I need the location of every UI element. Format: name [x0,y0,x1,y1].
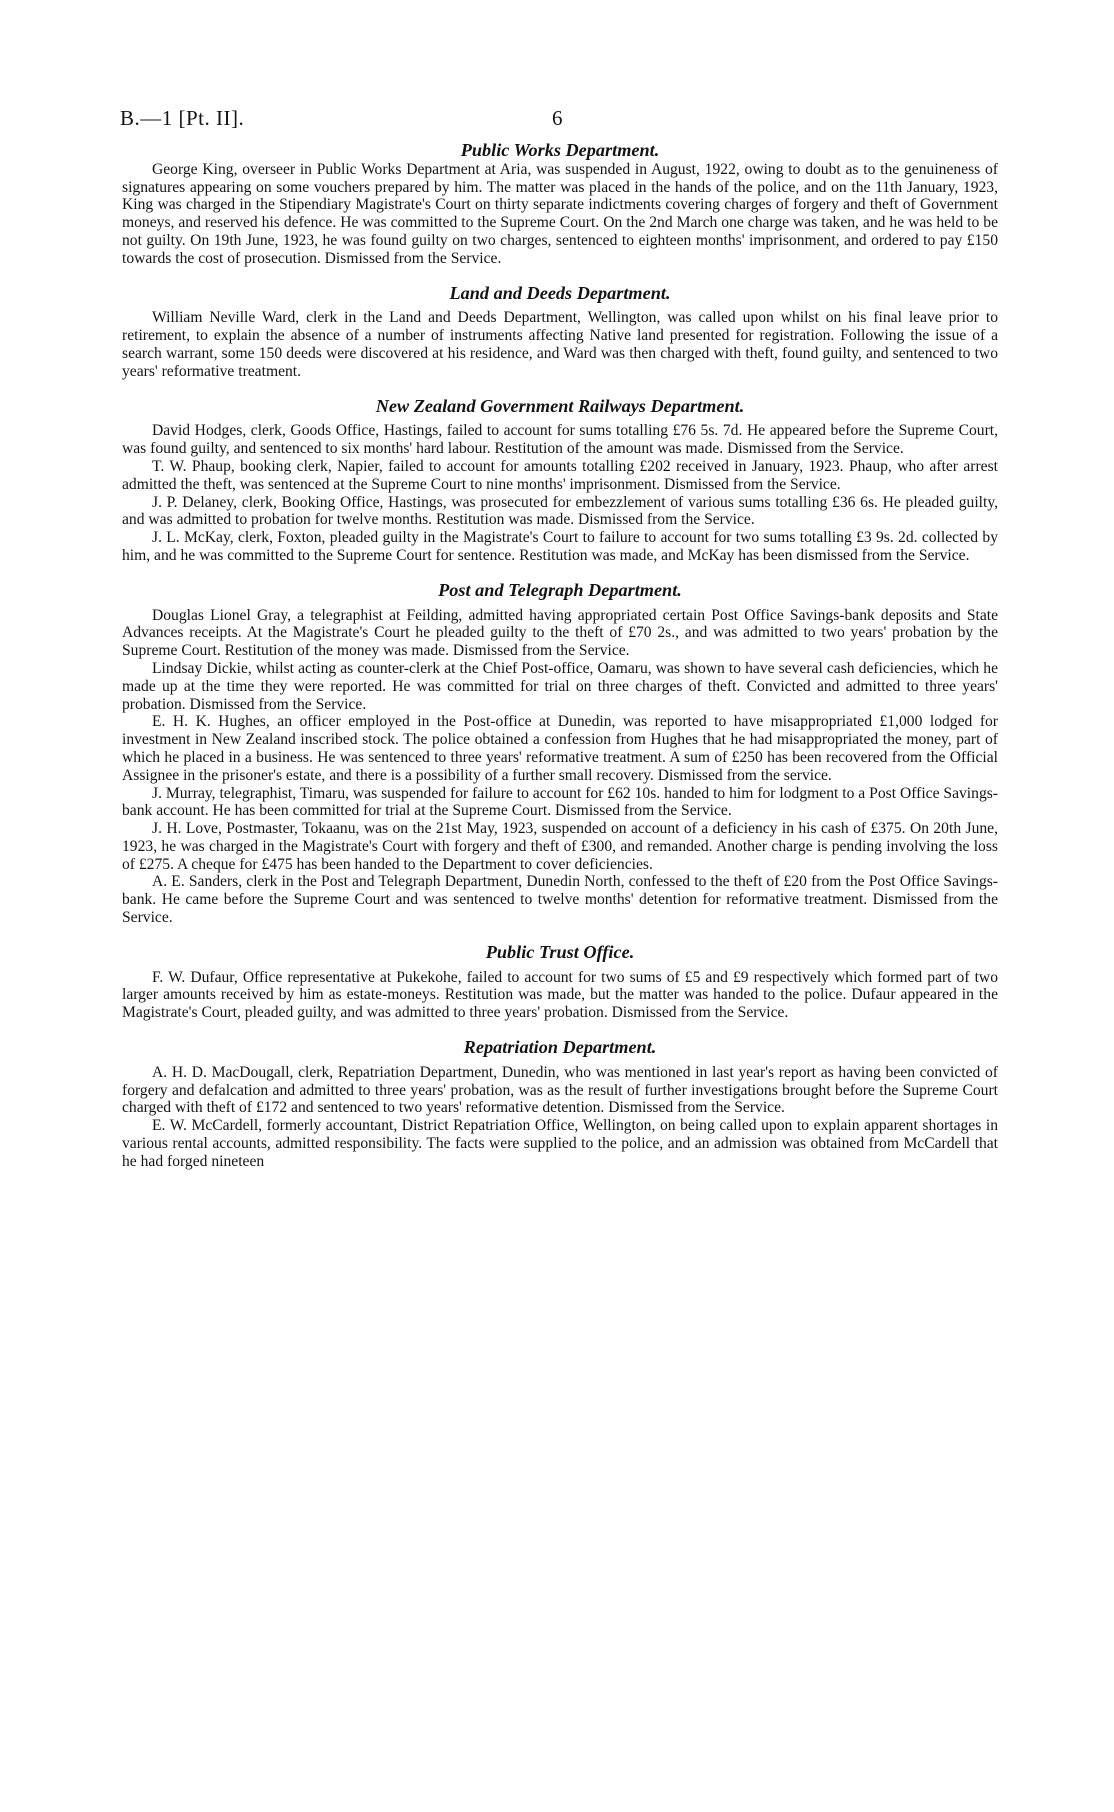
paragraph: George King, overseer in Public Works Department at Aria, was suspended in August, 1922, owing to doubt as to the genuineness of signatures appearing on some vouchers prepared by him. The matter was placed in the hands of the police, and on the 11th January, 1923, King was charged in the Stipendiary Magistrate's Court on thirty separate indictments covering charges of forgery and theft of Government moneys, and reserved his defence. He was committed to the Supreme Court. On the 2nd March one charge was taken, and he was held to be not guilty. On 19th June, 1923, he was found guilty on two charges, sentenced to eighteen months' imprisonment, and ordered to pay £150 towards the cost of prosecution. Dismissed from the Service. [122,160,998,267]
paragraph: J. L. McKay, clerk, Foxton, pleaded guilty in the Magistrate's Court to failure to account for two sums totalling £3 9s. 2d. collected by him, and he was committed to the Supreme Court for sentence. Restitution was made, and McKay has been dismissed from the Service. [122,529,998,564]
section-heading: Repatriation Department. [463,1037,657,1058]
paragraph: E. H. K. Hughes, an officer employed in the Post-office at Dunedin, was reported to have misappropriated £1,000 lodged for investment in New Zealand inscribed stock. The police obtained a confession from Hughes that he had misappropriated the money, part of which he placed in a business. He was sentenced to three years' reformative treatment. A sum of £250 has been recovered from the Official Assignee in the prisoner's estate, and there is a possibility of a further small recovery. Dismissed from the service. [122,713,998,784]
section-heading: Post and Telegraph Department. [438,579,682,600]
paragraph: T. W. Phaup, booking clerk, Napier, failed to account for amounts totalling £202 received in January, 1923. Phaup, who after arrest admitted the theft, was sentenced at the Supreme Court to nine months' imprisonment. Dismissed from the Service. [122,457,998,493]
paragraph: Douglas Lionel Gray, a telegraphist at Feilding, admitted having appropriated certain Post Office Savings-bank deposits and State Advances receipts. At the Magistrate's Court he pleaded guilty to the theft of £70 2s., and was admitted to two years' probation by the Supreme Court. Restitution of the money was made. Dismissed from the Service. [122,606,998,660]
page-number: 6 [552,106,563,130]
paragraph: J. H. Love, Postmaster, Tokaanu, was on the 21st May, 1923, suspended on account of a deficiency in his cash of £375. On 20th June, 1923, he was charged in the Magistrate's Court with forgery and theft of £300, and remanded. Another charge is pending involving the loss of £275. A cheque for £475 has been handed to the Department to cover deficiencies. [122,820,998,873]
section-heading: Public Trust Office. [485,941,635,962]
section-public-works [122,142,998,268]
paragraph: J. P. Delaney, clerk, Booking Office, Hastings, was prosecuted for embezzlement of various sums totalling £36 6s. He pleaded guilty, and was admitted to probation for twelve months. Restitution was made. Dismissed from the Service. [122,493,998,529]
paragraph: David Hodges, clerk, Goods Office, Hastings, failed to account for sums totalling £76 5s. 7d. He appeared before the Supreme Court, was found guilty, and sentenced to six months' hard labour. Restitution of the amount was made. Dismissed from the Service. [122,422,998,458]
document-reference: B.—1 [Pt. II]. [120,106,245,130]
paragraph: A. E. Sanders, clerk in the Post and Telegraph Department, Dunedin North, confessed to the theft of £20 from the Post Office Savings-bank. He came before the Supreme Court and was sentenced to twelve months' detention for reformative treatment. Dismissed from the Service. [122,873,998,927]
paragraph: Lindsay Dickie, whilst acting as counter-clerk at the Chief Post-office, Oamaru, was shown to have several cash deficiencies, which he made up at the time they were reported. He was committed for trial on three charges of theft. Convicted and admitted to three years' probation. Dismissed from the Service. [122,659,998,713]
section-post-and-telegraph [122,579,998,927]
section-land-and-deeds [122,282,998,381]
section-railways [122,395,998,565]
paragraph: William Neville Ward, clerk in the Land and Deeds Department, Wellington, was called upon whilst on his final leave prior to retirement, to explain the absence of a number of instruments affecting Native land presented for registration. Following the issue of a search warrant, some 150 deeds were discovered at his residence, and Ward was then charged with theft, found guilty, and sentenced to two years' reformative treatment. [122,309,998,380]
section-heading: Public Works Department. [460,140,660,160]
paragraph: E. W. McCardell, formerly accountant, District Repatriation Office, Wellington, on being called upon to explain apparent shortages in various rental accounts, admitted responsibility. The facts were supplied to the police, and an admission was obtained from McCardell that he had forged nineteen [122,1117,998,1170]
section-heading: New Zealand Government Railways Department. [375,395,745,416]
section-public-trust [122,941,998,1022]
page-header [120,106,996,136]
section-repatriation [122,1039,998,1171]
paragraph: F. W. Dufaur, Office representative at Pukekohe, failed to account for two sums of £5 and £9 respectively which formed part of two larger amounts received by him as estate-moneys. Restitution was made, but the matter was handed to the police. Dufaur appeared in the Magistrate's Court, pleaded guilty, and was admitted to three years' probation. Dismissed from the Service. [122,968,998,1022]
paragraph: J. Murray, telegraphist, Timaru, was suspended for failure to account for £62 10s. handed to him for lodgment to a Post Office Savings-bank account. He has been committed for trial at the Supreme Court. Dismissed from the Service. [122,784,998,820]
document-body [122,142,998,1171]
section-heading: Land and Deeds Department. [449,282,671,303]
paragraph: A. H. D. MacDougall, clerk, Repatriation Department, Dunedin, who was mentioned in last year's report as having been convicted of forgery and defalcation and admitted to three years' probation, was as the result of further investigations brought before the Supreme Court charged with theft of £172 and sentenced to two years' reformative detention. Dismissed from the Service. [122,1063,998,1117]
